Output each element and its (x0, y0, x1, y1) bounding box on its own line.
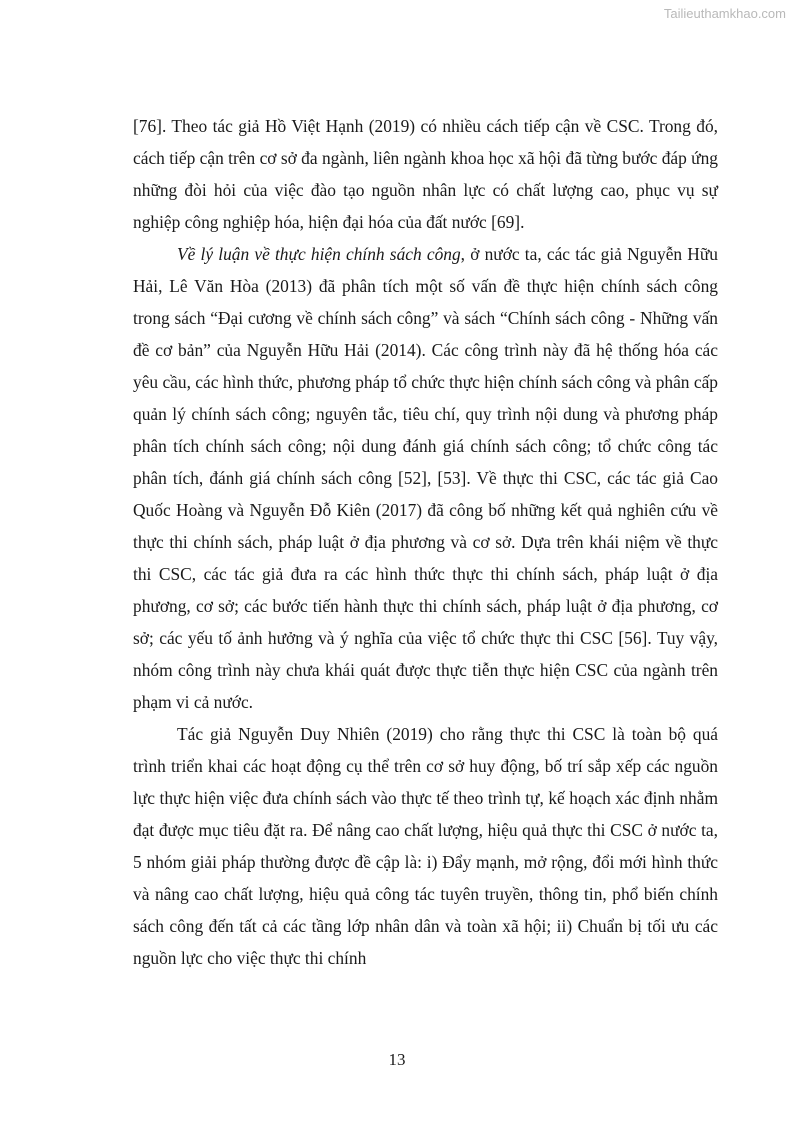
paragraph-2-text: , ở nước ta, các tác giả Nguyễn Hữu Hải, Lê Văn Hòa (2013) đã phân tích một số vấn đề thực hiện chính sách công trong sách “Đại cương về chính sách công” và sách “Chính sách công - Những vấn đề cơ bản” của Nguyễn Hữu Hải (2014). Các công trình này đã hệ thống hóa các yêu cầu, các hình thức, phương pháp tổ chức thực hiện chính sách công và phân cấp quản lý chính sách công; nguyên tắc, tiêu chí, quy trình nội dung và phương pháp phân tích chính sách công; nội dung đánh giá chính sách công; tổ chức công tác phân tích, đánh giá chính sách công [52], [53]. Về thực thi CSC, các tác giả Cao Quốc Hoàng và Nguyễn Đỗ Kiên (2017) đã công bố những kết quả nghiên cứu về thực thi chính sách, pháp luật ở địa phương và cơ sở. Dựa trên khái niệm về thực thi CSC, các tác giả đưa ra các hình thức thực thi chính sách, pháp luật ở địa phương, cơ sở; các bước tiến hành thực thi chính sách, pháp luật ở địa phương, cơ sở; các yếu tố ảnh hưởng và ý nghĩa của việc tổ chức thực thi CSC [56]. Tuy vậy, nhóm công trình này chưa khái quát được thực tiễn thực hiện CSC của ngành trên phạm vi cả nước. (133, 244, 718, 712)
paragraph-3: Tác giả Nguyễn Duy Nhiên (2019) cho rằng thực thi CSC là toàn bộ quá trình triển khai các hoạt động cụ thể trên cơ sở huy động, bố trí sắp xếp các nguồn lực thực hiện việc đưa chính sách vào thực tế theo trình tự, kế hoạch xác định nhằm đạt được mục tiêu đặt ra. Để nâng cao chất lượng, hiệu quả thực thi CSC ở nước ta, 5 nhóm giải pháp thường được đề cập là: i) Đẩy mạnh, mở rộng, đổi mới hình thức và nâng cao chất lượng, hiệu quả công tác tuyên truyền, thông tin, phổ biến chính sách công đến tất cả các tầng lớp nhân dân và toàn xã hội; ii) Chuẩn bị tối ưu các nguồn lực cho việc thực thi chính (133, 724, 718, 968)
page-number: 13 (388, 1050, 406, 1069)
watermark: Tailieuthamkhao.com (663, 6, 786, 21)
paragraph-2-italic-lead: Về lý luận về thực hiện chính sách công (177, 244, 461, 264)
paragraph-1: [76]. Theo tác giả Hồ Việt Hạnh (2019) có nhiều cách tiếp cận về CSC. Trong đó, cách tiếp cận trên cơ sở đa ngành, liên ngành khoa học xã hội đã từng bước đáp ứng những đòi hỏi của việc đào tạo nguồn nhân lực có chất lượng cao, phục vụ sự nghiệp công nghiệp hóa, hiện đại hóa của đất nước [69]. (133, 116, 718, 232)
document-body (133, 110, 718, 974)
paragraph-2 (133, 238, 718, 718)
